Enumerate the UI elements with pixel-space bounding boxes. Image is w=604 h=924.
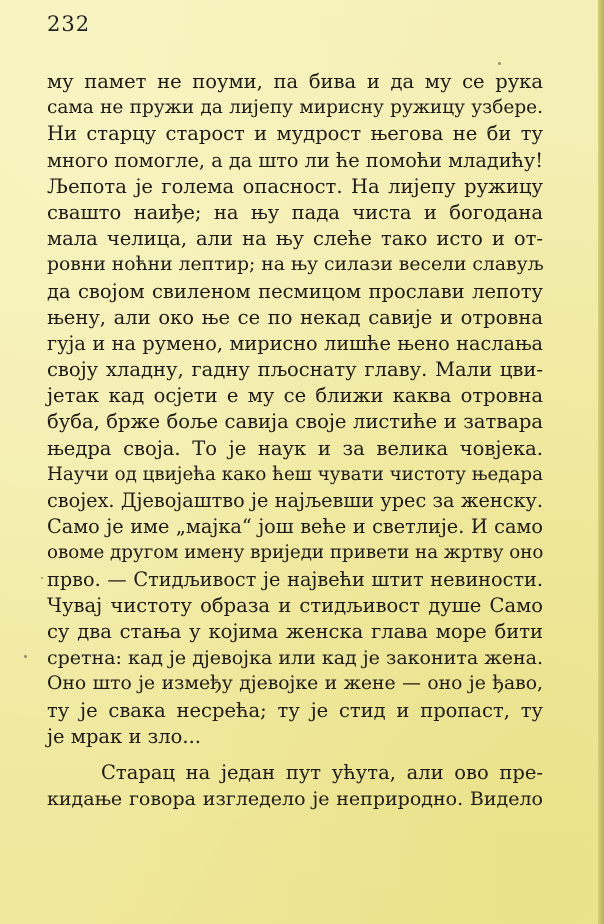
page-edge: [598, 0, 604, 924]
page-number: 232: [47, 12, 91, 36]
text-line: гуја и на румено, мирисно лишће њено наслања: [47, 331, 543, 355]
text-line: прво. — Стидљивост је највећи штит невиности.: [47, 567, 543, 591]
text-line: својех. Дјевојаштво је најљевши урес за женску.: [47, 489, 543, 512]
paragraph-1: [47, 69, 543, 750]
text-line: да својом свиленом песмицом прослави лепоту: [47, 279, 543, 303]
text-line: Оно што је између дјевојке и жене — оно је ђаво,: [47, 673, 543, 695]
text-line: сретна: кад је дјевојка или кад је законита жена.: [47, 647, 543, 670]
text-line: њедра своја. То је наук и за велика човјека.: [47, 436, 543, 460]
text-line: је мрак и зло...: [47, 724, 202, 748]
text-line: ровни ноћни лептир; на њу силази весели славуљ: [47, 254, 544, 276]
body-text: [47, 69, 543, 812]
paragraph-2: [47, 760, 543, 812]
text-line: Љепота је голема опасност. На лијепу ружицу: [47, 174, 543, 198]
text-line: Ни старцу старост и мудрост његова не би ту: [47, 122, 543, 146]
paper-speck: [41, 577, 43, 579]
text-line: сама не пружи да лијепу мирисну ружицу узбере.: [47, 97, 543, 119]
text-line: му памет не поуми, па бива и да му се рука: [47, 70, 543, 93]
text-line: Научи од цвијећа како ћеш чувати чистоту њедара: [47, 463, 543, 485]
text-line: Старац на један пут ућута, али ово пре-: [101, 760, 543, 784]
paper-speck: [24, 655, 27, 658]
text-line: њену, али око ње се по некад савије и отровна: [47, 305, 543, 329]
paper-speck: [498, 62, 501, 65]
text-line: много помогле, а да што ли ће помоћи младићу!: [47, 148, 543, 172]
text-line: ту је свака несрећа; ту је стид и пропаст, ту: [47, 698, 543, 722]
text-line: буба, брже боље савија своје листиће и затвара: [47, 410, 543, 434]
text-line: су два стања у којима женска глава море бити: [47, 619, 543, 643]
text-line: мала челица, али на њу слеће тако исто и от-: [47, 227, 543, 251]
paragraph-gap: [47, 750, 543, 760]
text-line: Само је име „мајка“ још веће и светлије. И само: [47, 515, 543, 539]
text-line: овоме другом имену вриједи привети на жртву оно: [47, 542, 544, 564]
text-line: Чувај чистоту образа и стидљивост душе Само: [47, 593, 543, 617]
text-line: јетак кад осјети е му се ближи каква отровна: [47, 384, 543, 408]
text-line: свашто наиђе; на њу пада чиста и богодана: [47, 200, 543, 224]
text-line: своју хладну, гадну пљоснату главу. Мали цви-: [47, 358, 543, 382]
text-line: кидање говора изгледело је неприродно. Видело: [47, 788, 543, 811]
